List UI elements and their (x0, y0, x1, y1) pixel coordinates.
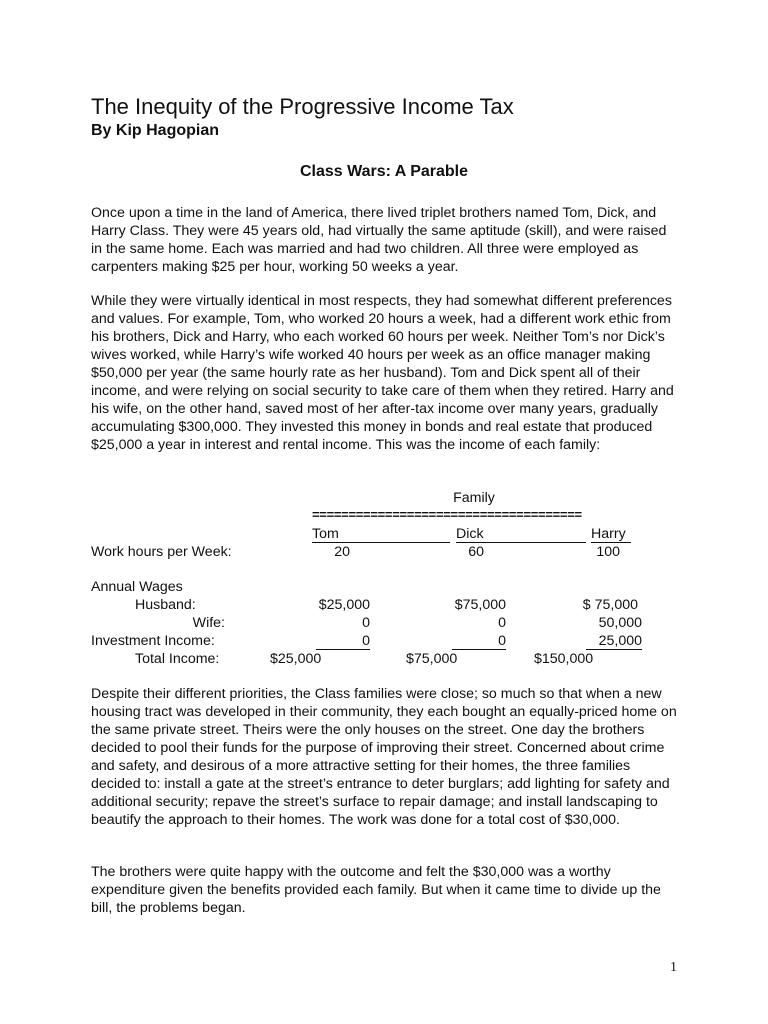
row-label-work-hours: Work hours per Week: (91, 544, 232, 560)
table-header-rule: ===================================== (312, 507, 582, 522)
row-label-total: Total Income: (135, 651, 220, 667)
cell-total-tom: $25,000 (270, 651, 322, 667)
paragraph-3: Despite their different priorities, the Class families were close; so much so that when a new housing tract was developed in their community, they each bought an equally-priced home on the same private street. Theirs were the only houses on the street. One day the brothers decided to pool their funds for the purpose of improving their street. Concerned about crime and safety, and desirous of a more attractive setting for their homes, the three families decided to: install a gate at the street’s entrance to deter burglars; add lighting for safety and additional security; repave the street’s surface to repair damage; and install landscaping to beautify the approach to their homes. The work was done for a total cost of $30,000. (91, 686, 677, 828)
paragraph-1: Once upon a time in the land of America, there lived triplet brothers named Tom, Dick, and Harry Class. They were 45 years old, had virtually the same aptitude (skill), and were raised in the same home. Each was married and had two children. All three were employed as carpenters making $25 per hour, working 50 weeks a year. (91, 205, 667, 275)
page-number: 1 (670, 960, 677, 975)
document-title: The Inequity of the Progressive Income Tax (91, 94, 514, 119)
paragraph-4: The brothers were quite happy with the outcome and felt the $30,000 was a worthy expenditure given the benefits provided each family. But when it came time to divide up the bill, the problems began. (91, 864, 661, 916)
section-subtitle: Class Wars: A Parable (299, 163, 469, 180)
table-header-family: Family (453, 490, 495, 506)
cell-husband-dick: $75,000 (454, 597, 506, 613)
cell-total-dick: $75,000 (406, 651, 458, 667)
cell-total-harry: $150,000 (534, 651, 594, 667)
cell-husband-harry: $ 75,000 (582, 597, 638, 613)
row-label-investment: Investment Income: (91, 633, 215, 649)
author-byline: By Kip Hagopian (91, 122, 220, 139)
column-header-dick: Dick (456, 525, 586, 543)
row-label-husband: Husband: (135, 597, 196, 613)
cell-wife-harry: 50,000 (598, 615, 642, 631)
cell-investment-dick: 0 (452, 632, 506, 650)
paragraph-2: While they were virtually identical in most respects, they had somewhat different preferences and values. For example, Tom, who worked 20 hours a week, had a different work ethic from his brothers, Dick and Harry, who each worked 60 hours per week. Neither Tom’s nor Dick’s wives worked, while Harry’s wife worked 40 hours per week as an office manager making $50,000 per year (the same hourly rate as her husband). Tom and Dick spent all of their income, and were relying on social security to take care of them when they retired. Harry and his wife, on the other hand, saved most of her after-tax income over many years, gradually accumulating $300,000. They invested this money in bonds and real estate that produced $25,000 a year in interest and rental income. This was the income of each family: (91, 293, 674, 453)
column-header-harry: Harry (591, 525, 631, 543)
cell-work-hours-harry: 100 (596, 544, 620, 560)
cell-investment-tom: 0 (316, 632, 370, 650)
row-label-annual-wages: Annual Wages (91, 579, 183, 595)
cell-husband-tom: $25,000 (318, 597, 370, 613)
row-label-wife: Wife: (192, 615, 225, 631)
cell-wife-tom: 0 (362, 615, 370, 631)
cell-wife-dick: 0 (498, 615, 506, 631)
cell-investment-harry: 25,000 (586, 632, 642, 650)
column-header-tom: Tom (312, 525, 450, 543)
cell-work-hours-tom: 20 (334, 544, 350, 560)
cell-work-hours-dick: 60 (468, 544, 484, 560)
